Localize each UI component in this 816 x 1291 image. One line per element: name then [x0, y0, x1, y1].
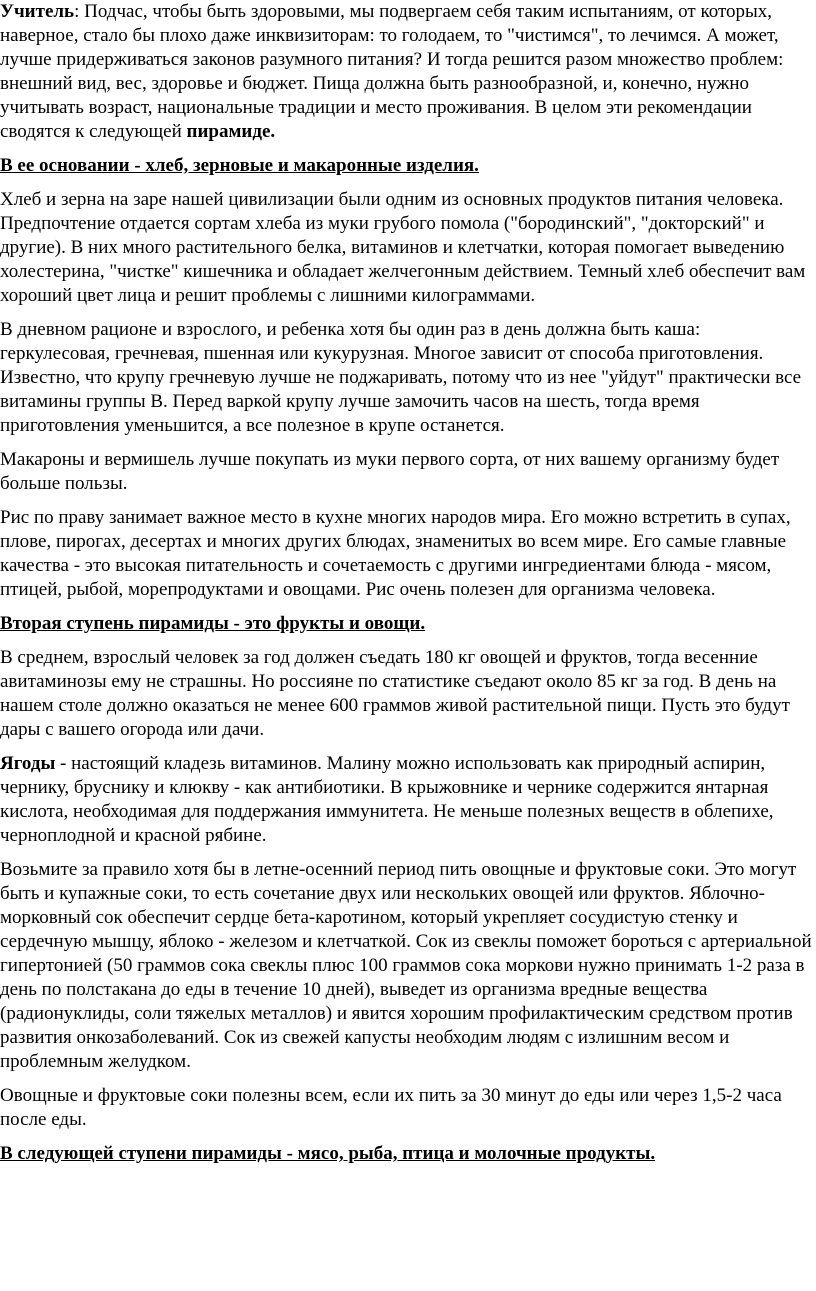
paragraph-bread: Хлеб и зерна на заре нашей цивилизации были одним из основных продуктов питания человека. Предпочтение отдается сортам хлеба из муки грубого помола ("бородинский", "докторский" и другие). В них много растительного белка, витаминов и клетчатки, которая помогает выведению холестерина, "чистке" кишечника и обладает желчегонным действием. Темный хлеб обеспечит вам хороший цвет лица и решит проблемы с лишними килограммами. — [0, 189, 806, 306]
intro-paragraph — [0, 0, 812, 144]
speaker-label: Учитель — [0, 1, 75, 22]
section-heading-fruits-vegetables: Вторая ступень пирамиды - это фрукты и овощи. — [0, 613, 426, 634]
paragraph-juice-timing: Овощные и фруктовые соки полезны всем, если их пить за 30 минут до еды или через 1,5-2 часа после еды. — [0, 1085, 782, 1130]
paragraph-consumption: В среднем, взрослый человек за год должен съедать 180 кг овощей и фруктов, тогда весенние авитаминозы ему не страшны. Но россияне по статистике съедают около 85 кг за год. В день на нашем столе должно оказаться не менее 600 граммов живой растительной пищи. Пусть это будут дары с вашего огорода или дачи. — [0, 647, 790, 740]
berries-text: - настоящий кладезь витаминов. Малину можно использовать как природный аспирин, чернику, бруснику и клюкву - как антибиотики. В крыжовнике и чернике содержится янтарная кислота, необходимая для поддержания иммунитета. Не меньше полезных веществ в облепихе, черноплодной и красной рябине. — [0, 753, 774, 846]
berries-term: Ягоды — [0, 753, 56, 774]
paragraph-porridge: В дневном рационе и взрослого, и ребенка хотя бы один раз в день должна быть каша: геркулесовая, гречневая, пшенная или кукурузная. Многое зависит от способа приготовления. Известно, что крупу гречневую лучше не поджаривать, потому что из нее "уйдут" практически все витамины группы В. Перед варкой крупу лучше замочить часов на шесть, тогда время приготовления уменьшится, а все полезное в крупе останется. — [0, 319, 802, 436]
section-heading-meat-dairy: В следующей ступени пирамиды - мясо, рыба, птица и молочные продукты. — [0, 1143, 656, 1164]
paragraph-berries — [0, 752, 812, 848]
paragraph-juices: Возьмите за правило хотя бы в летне-осенний период пить овощные и фруктовые соки. Это могут быть и купажные соки, то есть сочетание двух или нескольких овощей или фруктов. Яблочно-морковный сок обеспечит сердце бета-каротином, который укрепляет сосудистую стенку и сердечную мышцу, яблоко - железом и клетчаткой. Сок из свеклы поможет бороться с артериальной гипертонией (50 граммов сока свеклы плюс 100 граммов сока моркови нужно принимать 1-2 раза в день по полстакана до еды в течение 10 дней), выведет из организма вредные вещества (радионуклиды, соли тяжелых металлов) и явится хорошим профилактическим средством против развития онкозаболеваний. Сок из свежей капусты необходим людям с излишним весом и проблемным желудком. — [0, 859, 812, 1072]
intro-text: : Подчас, чтобы быть здоровыми, мы подвергаем себя таким испытаниям, от которых, наверное, стало бы плохо даже инквизиторам: то голодаем, то "чистимся", то лечимся. А может, лучше придерживаться законов разумного питания? И тогда решится разом множество проблем: внешний вид, вес, здоровье и бюджет. Пища должна быть разнообразной, и, конечно, нужно учитывать возраст, национальные традиции и место проживания. В целом эти рекомендации сводятся к следующей — [0, 1, 784, 142]
section-heading-grains: В ее основании - хлеб, зерновые и макаронные изделия. — [0, 155, 479, 176]
paragraph-rice: Рис по праву занимает важное место в кухне многих народов мира. Его можно встретить в супах, плове, пирогах, десертах и многих других блюдах, знаменитых во всем мире. Его самые главные качества - это высокая питательность и сочетаемость с другими ингредиентами блюда - мясом, птицей, рыбой, морепродуктами и овощами. Рис очень полезен для организма человека. — [0, 507, 791, 600]
pyramid-emphasis: пирамиде. — [186, 121, 276, 142]
paragraph-pasta: Макароны и вермишель лучше покупать из муки первого сорта, от них вашему организму будет больше пользы. — [0, 449, 780, 494]
